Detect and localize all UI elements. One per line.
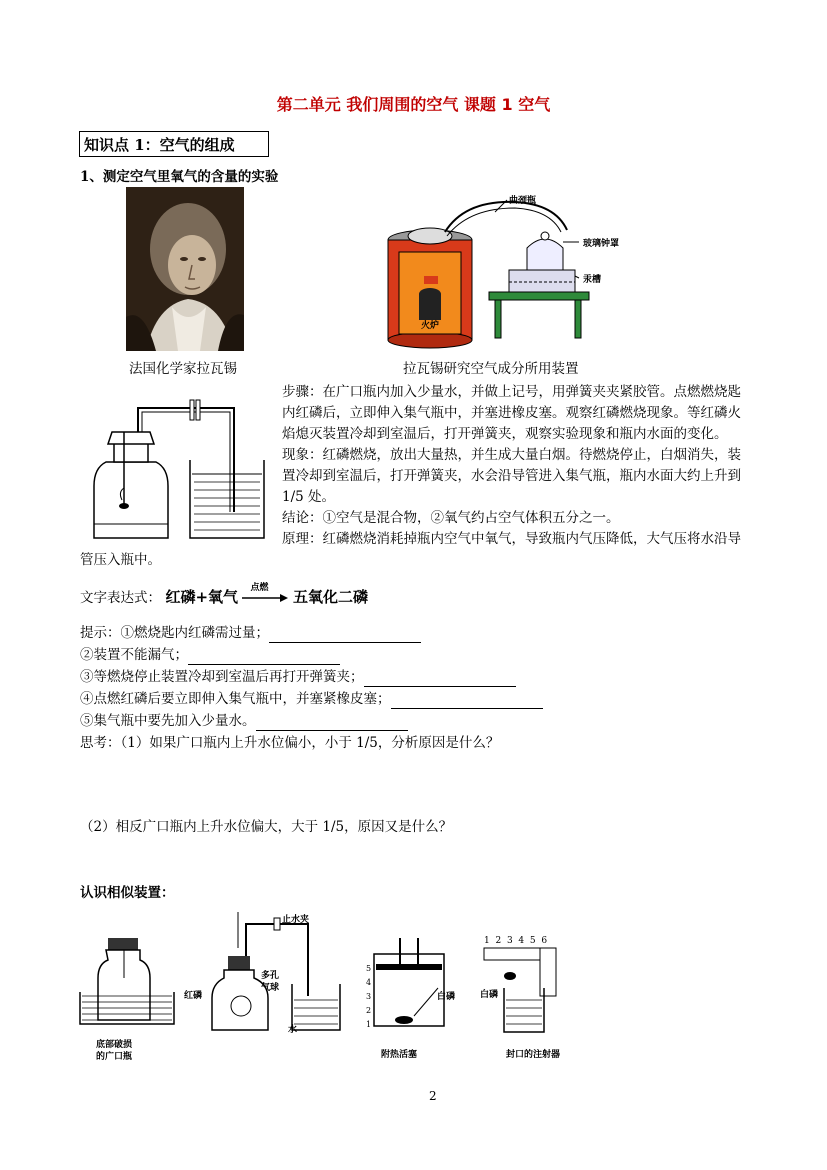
equation-label: 文字表达式：	[80, 590, 161, 606]
retort-label: 曲颈瓶	[509, 196, 537, 206]
lavoisier-portrait	[126, 187, 244, 351]
scale-tick: 1	[484, 936, 490, 946]
device-1-caption-1: 底部破损	[96, 1040, 133, 1050]
device-1-caption-2: 的广口瓶	[96, 1052, 133, 1062]
steps-line-3: 焰熄灭装置冷却到室温后，打开弹簧夹，观察实验现象和瓶内水面的变化。	[282, 426, 728, 442]
tip-1-text: 提示：①燃烧匙内红磷需过量；	[80, 625, 269, 641]
furnace-label: 火炉	[421, 321, 440, 331]
device-2-red-p-label: 红磷	[184, 991, 203, 1001]
tip-2-text: ②装置不能漏气；	[80, 647, 188, 663]
answer-blank[interactable]	[269, 627, 421, 643]
steps-line-1: 步骤：在广口瓶内加入少量水，并做上记号，用弹簧夹夹紧胶管。点燃燃烧匙	[282, 384, 741, 400]
phenomenon-line-2: 置冷却到室温后，打开弹簧夹，水会沿导管进入集气瓶，瓶内水面大约上升到	[282, 468, 741, 484]
scale-tick: 2	[366, 1006, 372, 1015]
page-number: 2	[429, 1089, 437, 1103]
answer-blank[interactable]	[364, 671, 516, 687]
knowledge-point-box: 知识点 1：空气的组成	[79, 131, 269, 157]
device-2-porous-label-1: 多孔	[261, 971, 280, 981]
tip-4	[80, 690, 543, 709]
equation-product: 五氧化二磷	[292, 588, 368, 606]
portrait-caption: 法国化学家拉瓦锡	[129, 361, 237, 377]
answer-blank[interactable]	[188, 649, 340, 665]
scale-tick: 2	[495, 936, 502, 946]
device-3-white-p-label: 白磷	[437, 992, 456, 1002]
device-3-caption: 附热活塞	[381, 1050, 418, 1060]
page-title: 第二单元 我们周围的空气 课题 1 空气	[276, 95, 551, 114]
device-2-clip-label: 止水夹	[282, 915, 310, 925]
scale-tick: 5	[529, 936, 536, 946]
similar-devices-heading: 认识相似装置：	[80, 885, 175, 901]
scale-tick: 3	[366, 992, 372, 1001]
apparatus-caption: 拉瓦锡研究空气成分所用装置	[403, 361, 579, 377]
think-question-2: （2）相反广口瓶内上升水位偏大，大于 1/5，原因又是什么？	[80, 819, 453, 835]
tip-5-text: ⑤集气瓶中要先加入少量水。	[80, 713, 256, 729]
think-question-1: 思考：（1）如果广口瓶内上升水位偏小，小于 1/5，分析原因是什么？	[80, 735, 500, 751]
equation-reactants: 红磷+氧气	[165, 588, 239, 606]
lavoisier-apparatus-diagram	[385, 190, 605, 350]
tip-1	[80, 624, 421, 643]
word-equation	[80, 583, 368, 616]
device-4-white-p-label: 白磷	[480, 990, 499, 1000]
device-3-diagram	[374, 938, 444, 1026]
similar-devices-figures	[78, 908, 588, 1068]
steps-paragraph	[282, 382, 782, 550]
tip-4-text: ④点燃红磷后要立即伸入集气瓶中，并塞紧橡皮塞；	[80, 691, 391, 707]
scale-tick: 6	[541, 936, 548, 946]
device-3-scale	[366, 962, 371, 1032]
scale-tick: 3	[506, 936, 513, 946]
conclusion-line: 结论：①空气是混合物，②氧气约占空气体积五分之一。	[282, 510, 620, 526]
scale-tick: 1	[366, 1020, 372, 1029]
scale-tick: 5	[366, 964, 372, 973]
scale-tick: 4	[518, 936, 525, 946]
device-4-caption: 封口的注射器	[506, 1050, 561, 1060]
answer-blank[interactable]	[256, 715, 408, 731]
device-4-scale	[484, 936, 547, 946]
equation-arrow	[242, 583, 288, 602]
tip-3	[80, 668, 516, 687]
principle-line-2: 管压入瓶中。	[80, 552, 161, 568]
principle-line-1: 原理：红磷燃烧消耗掉瓶内空气中氧气，导致瓶内气压降低，大气压将水沿导	[282, 531, 741, 547]
device-2-water-label: 水	[288, 1025, 298, 1035]
device-1-diagram	[80, 938, 174, 1024]
equation-condition: 点燃	[250, 583, 269, 593]
bell-jar-label: 玻璃钟罩	[583, 239, 620, 249]
tip-5	[80, 712, 408, 731]
device-2-porous-label-2: 气球	[261, 983, 280, 993]
tip-3-text: ③等燃烧停止装置冷却到室温后再打开弹簧夹；	[80, 669, 364, 685]
tip-2	[80, 646, 340, 665]
trough-label: 汞槽	[583, 275, 602, 285]
answer-blank[interactable]	[391, 693, 543, 709]
steps-line-2: 内红磷后，立即伸入集气瓶中，并塞进橡皮塞。观察红磷燃烧现象。等红磷火	[282, 405, 741, 421]
phenomenon-line-3: 1/5 处。	[282, 489, 336, 505]
phenomenon-line-1: 现象：红磷燃烧，放出大量热，并生成大量白烟。待燃烧停止，白烟消失，装	[282, 447, 741, 463]
scale-tick: 4	[366, 978, 372, 987]
section-heading: 1、测定空气里氧气的含量的实验	[80, 169, 279, 185]
experiment-apparatus-diagram	[86, 392, 274, 544]
